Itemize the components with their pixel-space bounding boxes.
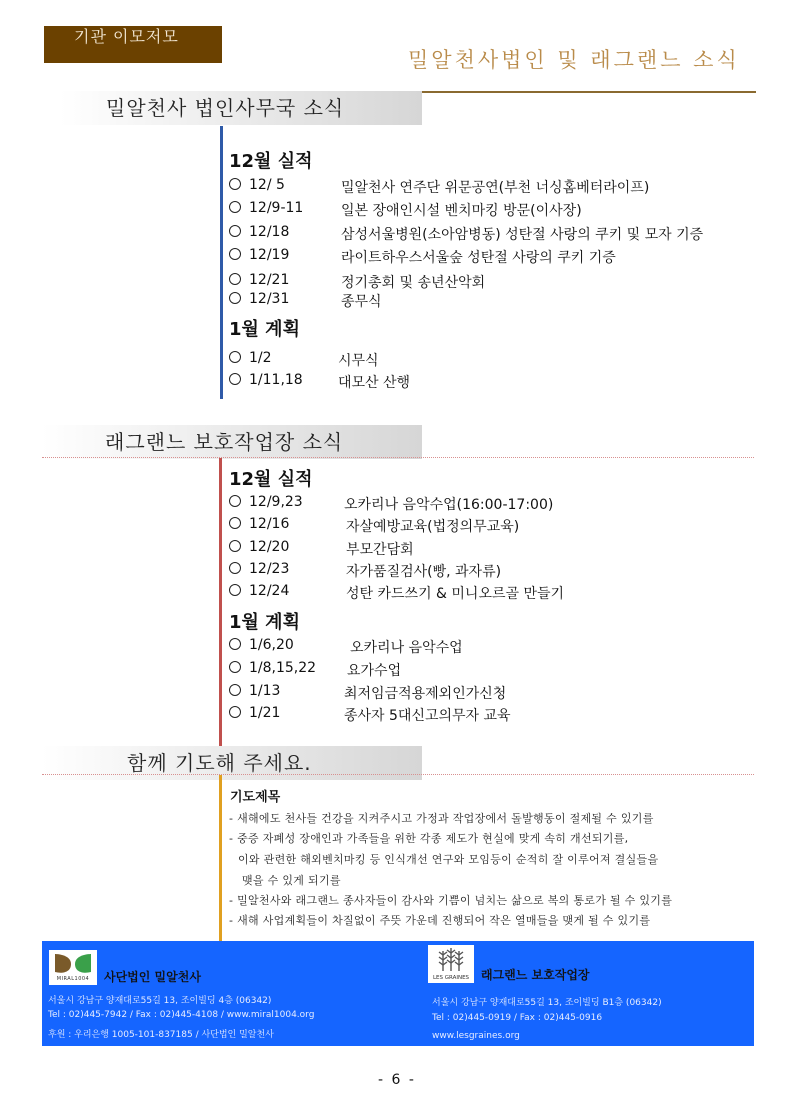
- section-heading-prayer: 함께 기도해 주세요.: [42, 746, 422, 780]
- list-item: 1/6,20 오카리나 음악수업: [229, 637, 294, 653]
- section-bar-miral: [220, 126, 223, 399]
- footer-lesgraines-contact: Tel : 02)445-0919 / Fax : 02)445-0916: [432, 1013, 603, 1023]
- circle-bullet-icon: [229, 706, 241, 718]
- list-item: 12/19 라이트하우스서울숲 성탄절 사랑의 쿠키 기증: [229, 247, 289, 263]
- list-item: 1/13 최저임금적용제외인가신청: [229, 683, 280, 699]
- circle-bullet-icon: [229, 248, 241, 260]
- list-item: 12/ 5 밀알천사 연주단 위문공연(부천 너싱홈베터라이프): [229, 177, 285, 193]
- footer-lesgraines-website[interactable]: www.lesgraines.org: [432, 1031, 520, 1041]
- dotted-divider: [42, 774, 754, 775]
- dotted-divider: [42, 457, 754, 458]
- footer-miral-address: 서울시 강남구 양재대로55길 13, 조이빌딩 4층 (06342): [48, 996, 272, 1006]
- list-item: 12/24 성탄 카드쓰기 & 미니오르골 만들기: [229, 583, 289, 599]
- circle-bullet-icon: [229, 584, 241, 596]
- miral-logo-text: MIRAL1004: [56, 976, 90, 982]
- lesgraines-logo-text: LES GRAINES: [432, 975, 470, 981]
- miral-jan-title: 1월 계획: [229, 319, 300, 340]
- section-heading-miral: 밀알천사 법인사무국 소식: [60, 91, 422, 125]
- list-item: 1/8,15,22 요가수업: [229, 660, 316, 676]
- section-heading-lesgraines: 래그랜느 보호작업장 소식: [42, 425, 422, 459]
- circle-bullet-icon: [229, 562, 241, 574]
- list-item: 12/9-11 일본 장애인시설 벤치마킹 방문(이사장): [229, 200, 303, 216]
- miral-dec-title: 12월 실적: [229, 151, 313, 172]
- prayer-title: 기도제목: [230, 790, 281, 805]
- circle-bullet-icon: [229, 273, 241, 285]
- footer-lesgraines-name: 래그랜느 보호작업장: [481, 968, 590, 982]
- list-item: 12/20 부모간담회: [229, 539, 289, 555]
- footer-miral-sponsor: 후원 : 우리은행 1005-101-837185 / 사단법인 밀알천사: [48, 1030, 274, 1040]
- lesgraines-jan-title: 1월 계획: [229, 612, 300, 633]
- prayer-line: - 중증 자폐성 장애인과 가족들을 위한 각종 제도가 현실에 맞게 속히 개선되기를,: [229, 832, 629, 845]
- circle-bullet-icon: [229, 225, 241, 237]
- list-item: 12/16 자살예방교육(법정의무교육): [229, 516, 289, 532]
- miral-logo: [49, 950, 97, 985]
- title-underline: [385, 91, 756, 93]
- wheat-icon: [428, 945, 474, 975]
- list-item: 12/21 정기총회 및 송년산악회: [229, 272, 289, 288]
- circle-bullet-icon: [229, 351, 241, 363]
- circle-bullet-icon: [229, 540, 241, 552]
- circle-bullet-icon: [229, 684, 241, 696]
- circle-bullet-icon: [229, 178, 241, 190]
- circle-bullet-icon: [229, 638, 241, 650]
- prayer-line: - 새해 사업계획들이 차질없이 주뜻 가운데 진행되어 작은 열매들을 맺게 될 수 있기를: [229, 914, 651, 927]
- circle-bullet-icon: [229, 661, 241, 673]
- prayer-line: 맺을 수 있게 되기를: [242, 874, 341, 887]
- footer-lesgraines-address: 서울시 강남구 양재대로55길 13, 조이빌딩 B1층 (06342): [432, 998, 662, 1008]
- circle-bullet-icon: [229, 495, 241, 507]
- footer-miral-contact[interactable]: Tel : 02)445-7942 / Fax : 02)445-4108 / www.miral1004.org: [48, 1010, 315, 1020]
- circle-bullet-icon: [229, 292, 241, 304]
- list-item: 12/18 삼성서울병원(소아암병동) 성탄절 사랑의 쿠키 및 모자 기증: [229, 224, 289, 240]
- prayer-line: - 새해에도 천사들 건강을 지켜주시고 가정과 작업장에서 돌발행동이 절제될 수 있기를: [229, 812, 654, 825]
- prayer-line: 이와 관련한 해외벤치마킹 등 인식개선 연구와 모임등이 순적히 잘 이루어져 결실들을: [238, 853, 659, 866]
- category-tag: 기관 이모저모: [44, 26, 222, 63]
- section-bar-lesgraines: [219, 458, 222, 748]
- list-item: 12/9,23 오카리나 음악수업(16:00-17:00): [229, 494, 303, 510]
- page-title: 밀알천사법인 및 래그랜느 소식: [408, 48, 740, 72]
- list-item: 1/2 시무식: [229, 350, 272, 366]
- section-bar-prayer: [219, 775, 222, 941]
- circle-bullet-icon: [229, 517, 241, 529]
- circle-bullet-icon: [229, 201, 241, 213]
- list-item: 1/21 종사자 5대신고의무자 교육: [229, 705, 280, 721]
- footer-miral-name: 사단법인 밀알천사: [104, 970, 201, 984]
- list-item: 1/11,18 대모산 산행: [229, 372, 303, 388]
- list-item: 12/31 종무식: [229, 291, 289, 307]
- prayer-line: - 밀알천사와 래그랜느 종사자들이 감사와 기쁨이 넘치는 삶으로 복의 통로가 될 수 있기를: [229, 894, 673, 907]
- page-number: - 6 -: [378, 1072, 416, 1088]
- lesgraines-logo: [428, 945, 474, 983]
- circle-bullet-icon: [229, 373, 241, 385]
- lesgraines-dec-title: 12월 실적: [229, 469, 313, 490]
- list-item: 12/23 자가품질검사(빵, 과자류): [229, 561, 289, 577]
